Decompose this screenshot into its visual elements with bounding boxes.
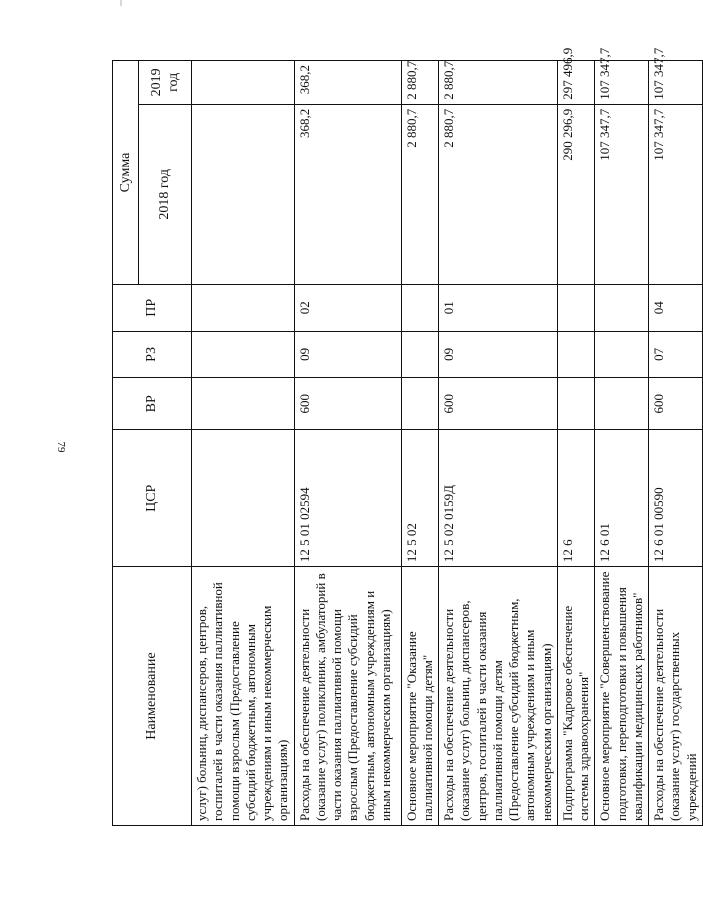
row-rz [595, 331, 649, 378]
row-vr: 600 [439, 378, 558, 430]
table-row [557, 61, 595, 826]
page-number: 79 [55, 441, 67, 453]
row-vr [557, 378, 595, 430]
row-vr [192, 378, 295, 430]
table-row [294, 61, 401, 826]
row-name: Расходы на обеспечение деятельности (оказание услуг) государственных учреждений [649, 567, 703, 826]
budget-table [112, 47, 703, 826]
header-year-2019: 2019 год [139, 61, 192, 105]
budget-table-rotated [112, 47, 699, 826]
row-csr: 12 6 01 00590 [649, 430, 703, 567]
row-rz: 09 [294, 331, 401, 378]
row-sum-2019: 2 880,7 [401, 61, 439, 105]
row-sum-2018: 290 296,9 [557, 104, 595, 284]
row-csr: 12 6 01 [595, 430, 649, 567]
row-sum-2019: 107 347,7 [595, 61, 649, 105]
header-vr: ВР [113, 378, 192, 430]
header-csr: ЦСР [113, 430, 192, 567]
row-sum-2018 [192, 104, 295, 284]
row-name: Расходы на обеспечение деятельности (оказание услуг) поликлиник, амбулаторий в части оказания паллиативной помощи взрослым (Предоставление субсидий бюджетным, автономным учреждениям и иным некоммерческим организациям) [294, 567, 401, 826]
table-row [649, 61, 703, 826]
row-csr: 12 5 01 02594 [294, 430, 401, 567]
row-sum-2018: 2 880,7 [439, 104, 558, 284]
row-sum-2018: 107 347,7 [595, 104, 649, 284]
row-pr: 04 [649, 285, 703, 332]
header-name: Наименование [113, 567, 192, 826]
row-name: Основное мероприятие "Совершенствование подготовки, переподготовки и повышения квалификации медицинских работников" [595, 567, 649, 826]
row-sum-2018: 107 347,7 [649, 104, 703, 284]
row-pr [595, 285, 649, 332]
row-sum-2019 [192, 61, 295, 105]
row-name: Основное мероприятие "Оказание паллиативной помощи детям" [401, 567, 439, 826]
row-rz: 07 [649, 331, 703, 378]
row-pr: 02 [294, 285, 401, 332]
header-pr: ПР [113, 285, 192, 332]
row-sum-2019: 297 496,9 [557, 61, 595, 105]
row-csr: 12 5 02 [401, 430, 439, 567]
page-edge-top [120, 0, 122, 6]
table-row [595, 61, 649, 826]
row-vr [401, 378, 439, 430]
row-sum-2019: 107 347,7 [649, 61, 703, 105]
row-rz [557, 331, 595, 378]
row-pr: 01 [439, 285, 558, 332]
row-vr: 600 [294, 378, 401, 430]
row-csr [192, 430, 295, 567]
row-name: Подпрограмма "Кадровое обеспечение системы здравоохранения" [557, 567, 595, 826]
row-rz [401, 331, 439, 378]
row-rz [192, 331, 295, 378]
row-pr [557, 285, 595, 332]
header-rz: РЗ [113, 331, 192, 378]
row-csr: 12 5 02 0159Д [439, 430, 558, 567]
header-sum: Сумма [113, 61, 139, 285]
table-row [439, 61, 558, 826]
row-name: услуг) больниц, диспансеров, центров, госпиталей в части оказания паллиативной помощи взрослым (Предоставление субсидий бюджетным, автономным учреждениям и иным некоммерческим организациям) [192, 567, 295, 826]
header-year-2018: 2018 год [139, 104, 192, 284]
row-vr [595, 378, 649, 430]
row-sum-2019: 2 880,7 [439, 61, 558, 105]
row-rz: 09 [439, 331, 558, 378]
row-sum-2018: 368,2 [294, 104, 401, 284]
table-row [401, 61, 439, 826]
row-pr [192, 285, 295, 332]
row-sum-2019: 368,2 [294, 61, 401, 105]
row-name: Расходы на обеспечение деятельности (оказание услуг) больниц, диспансеров, центров, госпиталей в части оказания паллиативной помощи детям (Предоставление субсидий бюджетным, автономным учреждениям и иным некоммерческим организациям) [439, 567, 558, 826]
row-pr [401, 285, 439, 332]
row-csr: 12 6 [557, 430, 595, 567]
row-vr: 600 [649, 378, 703, 430]
row-sum-2018: 2 880,7 [401, 104, 439, 284]
table-row [192, 61, 295, 826]
